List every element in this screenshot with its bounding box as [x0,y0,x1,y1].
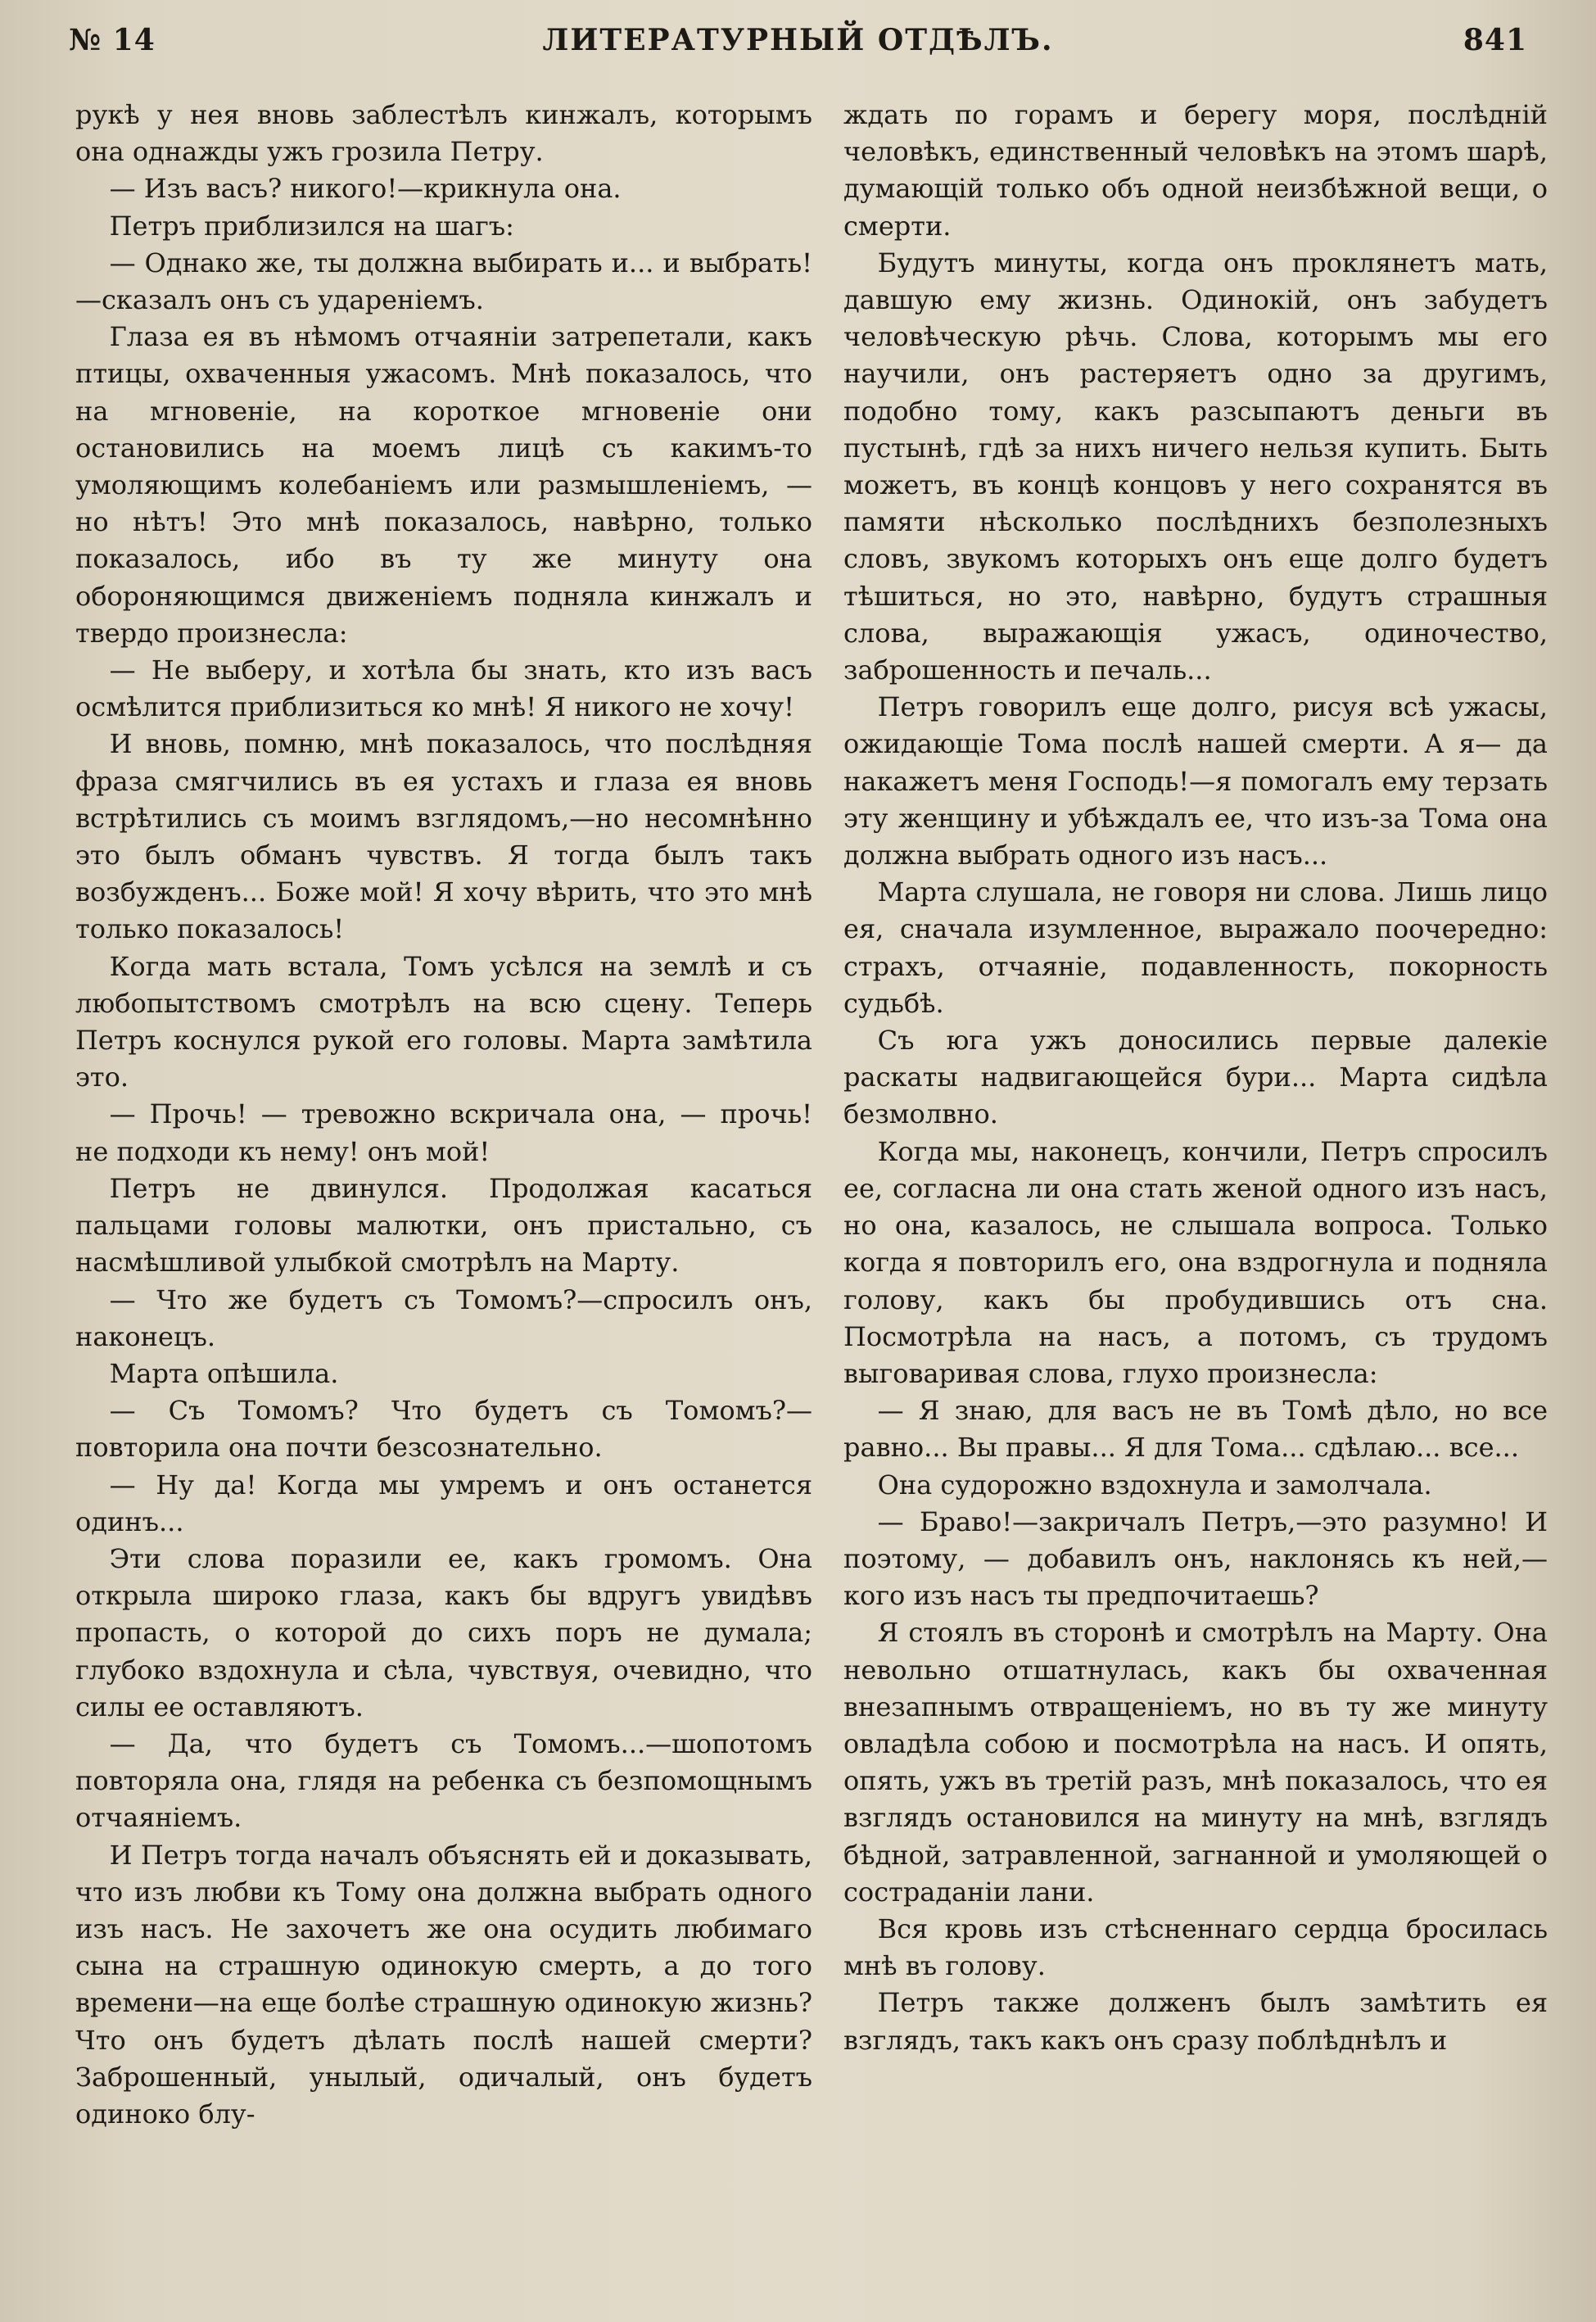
paragraph: Эти слова поразили ее, какъ громомъ. Она открыла широко глаза, какъ бы вдругъ увидѣвъ пропасть, о которой до сихъ поръ не думала; глубоко вздохнула и сѣла, чувствуя, очевидно, что силы ее оставляютъ. [75,1542,812,1722]
paragraph: Я стоялъ въ сторонѣ и смотрѣлъ на Марту. Она невольно отшатнулась, какъ бы охваченная внезапнымъ отвращеніемъ, но въ ту же минуту овладѣла собою и посмотрѣла на насъ. И опять, опять, ужъ въ третій разъ, мнѣ показалось, что ея взглядъ остановился на минуту на мнѣ, взглядъ бѣдной, затравленной, загнанной и умоляющей о состраданіи лани. [843,1617,1548,1908]
left-text-column [75,97,812,2300]
paragraph: Петръ приблизился на шагъ: [109,210,514,242]
paragraph: Когда мы, наконецъ, кончили, Петръ спросилъ ее, согласна ли она стать женой одного изъ насъ, но она, казалось, не слышала вопроса. Только когда я повторилъ его, она вздрогнула и подняла голову, какъ бы пробудившись отъ сна. Посмотрѣла на насъ, а потомъ, съ трудомъ выговаривая слова, глухо произнесла: [843,1135,1548,1389]
paragraph: И Петръ тогда началъ объяснять ей и доказывать, что изъ любви къ Тому она должна выбрать одного изъ насъ. Не захочетъ же она осудить любимаго сына на страшную одинокую смерть, а до того времени—на еще болѣе страшную одинокую жизнь? Что онъ будетъ дѣлать послѣ нашей смерти? Заброшенный, унылый, одичалый, онъ будетъ одиноко блу- [75,1839,812,2130]
paragraph: рукѣ у нея вновь заблестѣлъ кинжалъ, которымъ она однажды ужъ грозила Петру. [75,99,812,168]
paragraph: — Ну да! Когда мы умремъ и онъ останется одинъ... [75,1469,812,1537]
paragraph: Вся кровь изъ стѣсненнаго сердца бросилась мнѣ въ голову. [843,1912,1548,1982]
paragraph: — Я знаю, для васъ не въ Томѣ дѣло, но все равно... Вы правы... Я для Тома... сдѣлаю... все... [843,1395,1548,1464]
paragraph: — Да, что будетъ съ Томомъ...—шопотомъ повторяла она, глядя на ребенка съ безпомощнымъ отчаяніемъ. [75,1727,812,1834]
paragraph: — Съ Томомъ? Что будетъ съ Томомъ?— повторила она почти безсознательно. [75,1395,812,1464]
paragraph: Она судорожно вздохнула и замолчала. [877,1469,1432,1500]
paragraph: — Изъ васъ? никого!—крикнула она. [109,173,622,205]
paragraph: Петръ не двинулся. Продолжая касаться пальцами головы малютки, онъ пристально, съ насмѣшливой улыбкой смотрѣлъ на Марту. [75,1172,812,1279]
issue-number: № 14 [69,23,156,57]
paragraph: ждать по горамъ и берегу моря, послѣдній человѣкъ, единственный человѣкъ на этомъ шарѣ, думающій только объ одной неизбѣжной вещи, о смерти. [843,99,1548,242]
paragraph: — Что же будетъ съ Томомъ?—спросилъ онъ, наконецъ. [75,1283,812,1352]
paragraph: Будутъ минуты, когда онъ проклянетъ мать, давшую ему жизнь. Одинокій, онъ забудетъ человѣческую рѣчь. Слова, которымъ мы его научили, онъ растеряетъ одно за другимъ, подобно тому, какъ разсыпаютъ деньги въ пустынѣ, гдѣ за нихъ ничего нельзя купить. Быть можетъ, въ концѣ концовъ у него сохранятся въ памяти нѣсколько послѣднихъ безполезныхъ словъ, звукомъ которыхъ онъ еще долго будетъ тѣшиться, но это, навѣрно, будутъ страшныя слова, выражающія ужасъ, одиночество, заброшенность и печаль... [843,247,1548,686]
paragraph: Петръ говорилъ еще долго, рисуя всѣ ужасы, ожидающіе Тома послѣ нашей смерти. А я— да накажетъ меня Господь!—я помогалъ ему терзать эту женщину и убѣждалъ ее, что изъ-за Тома она должна выбрать одного изъ насъ... [843,691,1548,871]
paragraph: Марта опѣшила. [109,1357,339,1389]
paragraph: Марта слушала, не говоря ни слова. Лишь лицо ея, сначала изумленное, выражало поочередно: страхъ, отчаяніе, подавленность, покорность судьбѣ. [843,876,1548,1019]
paragraph: — Прочь! — тревожно вскричала она, — прочь! не подходи къ нему! онъ мой! [75,1098,812,1167]
paragraph: Когда мать встала, Томъ усѣлся на землѣ и съ любопытствомъ смотрѣлъ на всю сцену. Теперь Петръ коснулся рукой его головы. Марта замѣтила это. [75,950,812,1093]
paragraph: И вновь, помню, мнѣ показалось, что послѣдняя фраза смягчились въ ея устахъ и глаза ея вновь встрѣтились съ моимъ взглядомъ,—но несомнѣнно это былъ обманъ чувствъ. Я тогда былъ такъ возбужденъ... Боже мой! Я хочу вѣрить, что это мнѣ только показалось! [75,728,812,945]
running-header [69,23,1527,72]
section-title: ЛИТЕРАТУРНЫЙ ОТДѢЛЪ. [542,23,1054,57]
paragraph: — Не выберу, и хотѣла бы знать, кто изъ васъ осмѣлится приблизиться ко мнѣ! Я никого не хочу! [75,654,812,723]
paragraph: Съ юга ужъ доносились первые далекіе раскаты надвигающейся бури... Марта сидѣла безмолвно. [843,1025,1548,1130]
paragraph: — Браво!—закричалъ Петръ,—это разумно! И поэтому, — добавилъ онъ, наклонясь къ ней,—кого изъ насъ ты предпочитаешь? [843,1505,1548,1612]
page-number: 841 [1463,23,1527,57]
paragraph: Петръ также долженъ былъ замѣтить ея взглядъ, такъ какъ онъ сразу поблѣднѣлъ и [843,1987,1548,2056]
right-text-column [843,97,1548,2300]
paragraph: Глаза ея въ нѣмомъ отчаяніи затрепетали, какъ птицы, охваченныя ужасомъ. Мнѣ показалось, что на мгновеніе, на короткое мгновеніе они остановились на моемъ лицѣ съ какимъ-то умоляющимъ колебаніемъ или размышленіемъ, — но нѣтъ! Это мнѣ показалось, навѣрно, только показалось, ибо въ ту же минуту она обороняющимся движеніемъ подняла кинжалъ и твердо произнесла: [75,321,812,649]
paragraph: — Однако же, ты должна выбирать и... и выбрать!—сказалъ онъ съ удареніемъ. [75,247,812,316]
